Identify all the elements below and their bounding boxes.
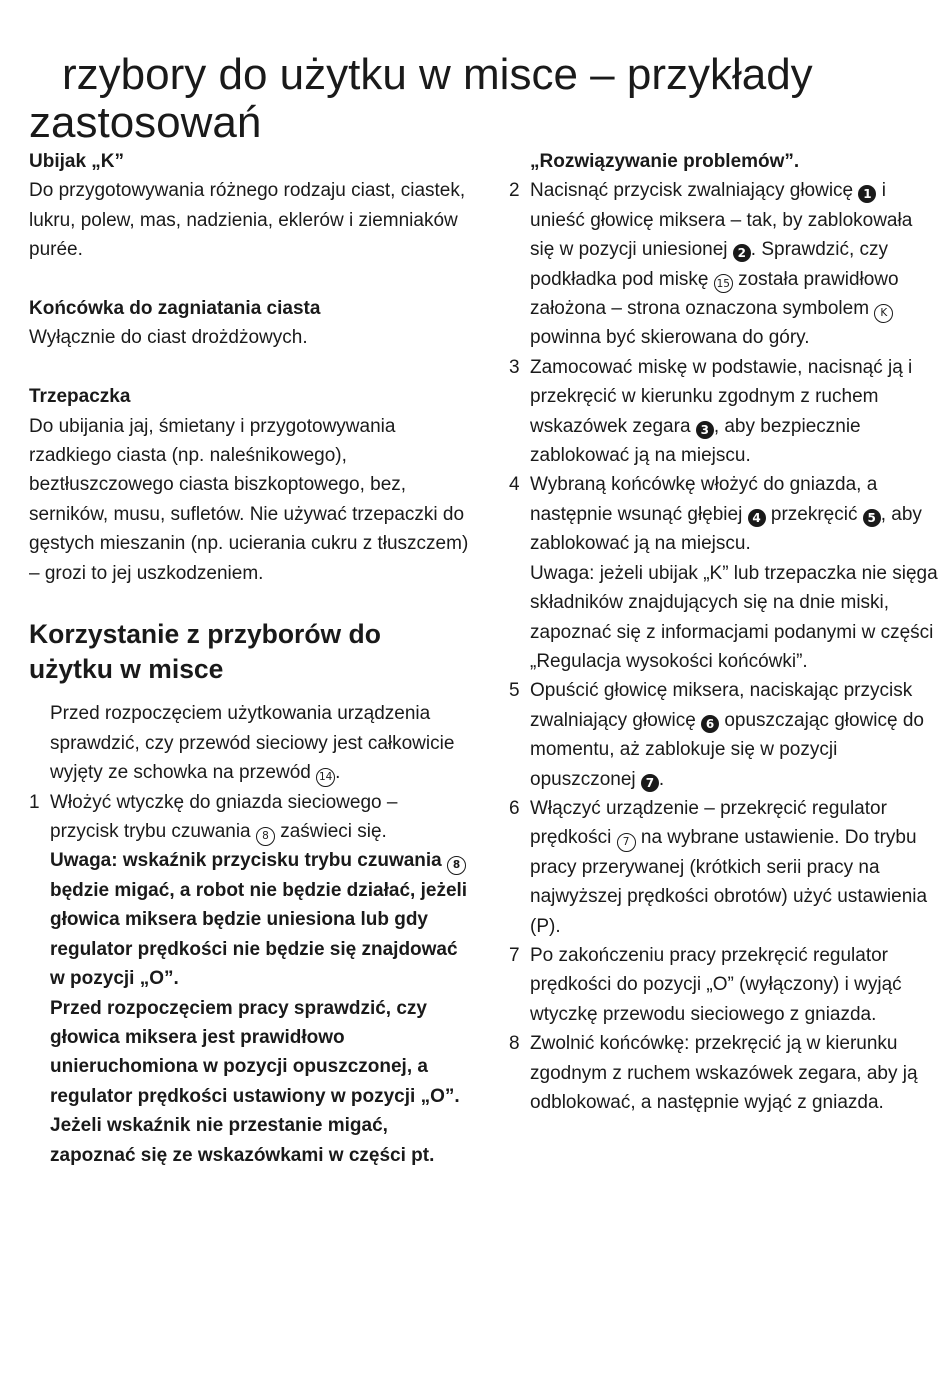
step-figure-4-icon: 4	[748, 509, 766, 527]
step-number: 7	[509, 944, 520, 966]
step-5	[509, 676, 939, 794]
step-4	[509, 470, 939, 676]
step-8-text: Zwolnić końcówkę: przekręcić ją w kierunku zgodnym z ruchem wskazówek zegara, aby ją odblokować, a następnie wyjąć z gniazda.	[530, 1033, 918, 1113]
step-1-warning-d: „Rozwiązywanie problemów”.	[530, 151, 800, 172]
step-1-warning-a: Uwaga: wskaźnik przycisku trybu czuwania	[50, 850, 442, 872]
step-2-text-c: . Sprawdzić, czy podkładka pod miskę	[530, 239, 889, 290]
step-6-text-a: Włączyć urządzenie – przekręcić regulator prędkości	[530, 797, 887, 849]
usage-intro-end: .	[335, 762, 341, 784]
left-column	[29, 147, 469, 1170]
section-ubijak-body: Do przygotowywania różnego rodzaju ciast, ciastek, lukru, polew, mas, nadzienia, eklerów i ziemniaków purée.	[29, 180, 466, 261]
step-5-text-a: Opuścić głowicę miksera, naciskając przycisk zwalniający głowicę	[530, 680, 913, 731]
step-figure-7-icon: 7	[641, 774, 659, 792]
step-number: 3	[509, 356, 520, 378]
speed-control-number-icon: 7	[617, 833, 636, 852]
step-2-text-d: została prawidłowo założona – strona oznaczona symbolem	[530, 268, 899, 320]
section-trzepaczka-title: Trzepaczka	[29, 386, 131, 408]
step-number: 2	[509, 180, 520, 202]
usage-intro-text: Przed rozpoczęciem użytkowania urządzenia sprawdzić, czy przewód sieciowy jest całkowicie wyjęty ze schowka na przewód	[50, 703, 455, 784]
section-trzepaczka	[29, 382, 469, 588]
step-5-text-c: .	[658, 768, 665, 790]
step-1-warning-b: będzie migać, a robot nie będzie działać, jeżeli głowica miksera będzie uniesiona lub gdy regulator prędkości nie będzie się znajdować w pozycji „O”.	[50, 879, 468, 990]
step-1-warning	[50, 846, 469, 1169]
page-title	[29, 51, 929, 147]
step-1-warning-continued	[509, 147, 939, 176]
step-figure-2-icon: 2	[733, 244, 751, 262]
bowl-pad-number-icon: 15	[714, 274, 733, 293]
step-1-warning-c: Przed rozpoczęciem pracy sprawdzić, czy głowica miksera jest prawidłowo unieruchomiona w pozycji opuszczonej, a regulator prędkości ustawiony w pozycji „O”. Jeżeli wskaźnik nie przestanie migać, zapoznać się ze wskazówkami w części pt.	[50, 997, 460, 1166]
step-8	[509, 1029, 939, 1117]
step-5-text-b: opuszczając głowicę do momentu, aż zablokuje się w pozycji opuszczonej	[530, 709, 924, 790]
step-4-note: Uwaga: jeżeli ubijak „K” lub trzepaczka nie sięga składników znajdujących się na dnie miski, zapoznać się z informacjami podanymi w części „Regulacja wysokości końcówki”.	[530, 562, 938, 672]
step-7-text: Po zakończeniu pracy przekręcić regulator prędkości do pozycji „O” (wyłączony) i wyjąć wtyczkę przewodu sieciowego z gniazda.	[530, 944, 902, 1025]
step-1-text-b: zaświeci się.	[280, 821, 387, 843]
section-trzepaczka-body: Do ubijania jaj, śmietany i przygotowywania rzadkiego ciasta (np. naleśnikowego), beztłuszczowego ciasta biszkoptowego, bez, serników, musu, sufletów. Nie używać trzepaczki do gęstych mieszanin (np. ucierania cukru z tłuszczem) – grozi to jej uszkodzeniem.	[29, 415, 469, 584]
step-4-text-b: przekręcić	[770, 503, 858, 525]
section-ubijak	[29, 147, 469, 265]
step-figure-1-icon: 1	[858, 185, 876, 203]
step-3	[509, 353, 939, 471]
cord-storage-number-icon: 14	[316, 768, 335, 787]
step-1-text-a: Włożyć wtyczkę do gniazda sieciowego – przycisk trybu czuwania	[50, 791, 398, 843]
right-column	[509, 147, 939, 1117]
usage-intro	[29, 699, 469, 787]
page-title-line2: zastosowań	[29, 98, 262, 148]
step-6	[509, 794, 939, 941]
step-figure-6-icon: 6	[701, 715, 719, 733]
step-figure-5-icon: 5	[863, 509, 881, 527]
step-2-text-a: Nacisnąć przycisk zwalniający głowicę	[530, 180, 854, 202]
step-7	[509, 941, 939, 1029]
section-koncowka	[29, 294, 469, 353]
step-3-text-b: , aby bezpiecznie zablokować ją na miejscu.	[530, 415, 861, 467]
step-2-text-e: powinna być skierowana do góry.	[530, 327, 810, 349]
step-2-text-b: i unieść głowicę miksera – tak, by zablokowała się w pozycji uniesionej	[530, 180, 913, 261]
step-1	[29, 788, 469, 1170]
step-number: 6	[509, 797, 520, 819]
step-3-text-a: Zamocować miskę w podstawie, nacisnąć ją i przekręcić w kierunku zgodnym z ruchem wskazówek zegara	[530, 356, 913, 437]
standby-button-number-icon: 8	[447, 856, 466, 875]
section-koncowka-title: Końcówka do zagniatania ciasta	[29, 298, 321, 320]
step-number: 8	[509, 1033, 520, 1055]
step-4-text-a: Wybraną końcówkę włożyć do gniazda, a następnie wsunąć głębiej	[530, 474, 878, 525]
step-4-text-c: , aby zablokować ją na miejscu.	[530, 503, 922, 555]
step-number: 4	[509, 474, 520, 496]
section-koncowka-body: Wyłącznie do ciast drożdżowych.	[29, 327, 308, 349]
standby-button-number-icon: 8	[256, 827, 275, 846]
usage-heading: Korzystanie z przyborów do użytku w misce	[29, 619, 381, 685]
step-figure-3-icon: 3	[696, 421, 714, 439]
step-6-text-b: na wybrane ustawienie. Do trybu pracy przerywanej (krótkich serii pracy na najwyższej prędkości obrotów) użyć ustawienia (P).	[530, 827, 928, 937]
step-number: 1	[29, 791, 40, 813]
step-2	[509, 176, 939, 352]
page-title-line1: rzybory do użytku w misce – przykłady	[62, 50, 813, 100]
section-ubijak-title: Ubijak „K”	[29, 151, 125, 172]
k-symbol-icon: K	[874, 304, 893, 323]
step-number: 5	[509, 680, 520, 702]
